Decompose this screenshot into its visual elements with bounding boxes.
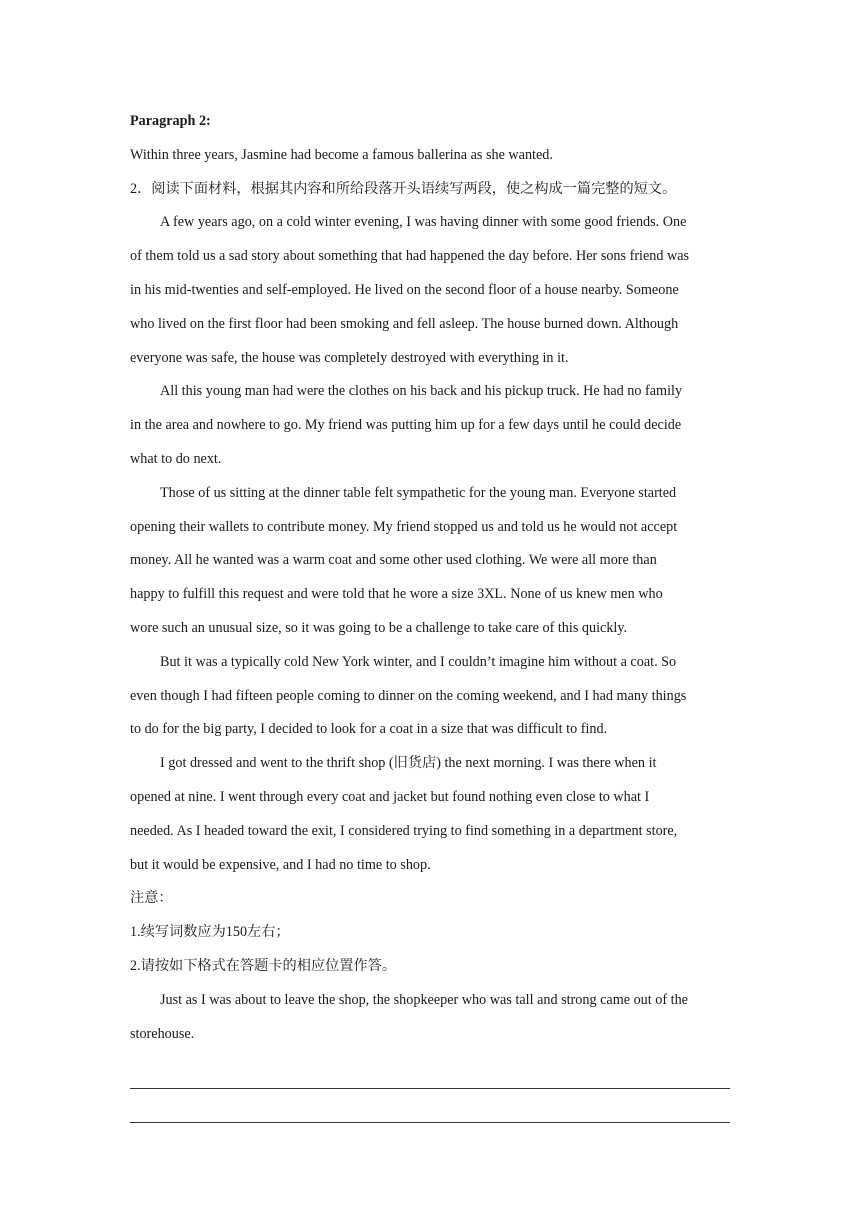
passage-line: even though I had fifteen people coming to dinner on the coming weekend, and I had many things xyxy=(130,687,687,704)
note-item-1: 1.续写词数应为150左右； xyxy=(130,924,290,941)
continuation-starter xyxy=(130,984,730,1052)
passage-line: who lived on the first floor had been smoking and fell asleep. The house burned down. Although xyxy=(130,315,679,332)
passage-line: happy to fulfill this request and were told that he wore a size 3XL. None of us knew men who xyxy=(130,586,663,603)
passage-line: wore such an unusual size, so it was going to be a challenge to take care of this quickly. xyxy=(130,619,628,636)
answer-lines xyxy=(130,1055,730,1123)
passage-line: opening their wallets to contribute money. My friend stopped us and told us he would not accept xyxy=(130,518,678,535)
paragraph-2-heading: Paragraph 2: xyxy=(130,113,211,129)
passage-line: A few years ago, on a cold winter evening, I was having dinner with some good friends. One xyxy=(160,214,687,231)
passage-line: money. All he wanted was a warm coat and some other used clothing. We were all more than xyxy=(130,552,657,569)
passage-paragraph-2 xyxy=(130,375,730,476)
passage-line: But it was a typically cold New York winter, and I couldn’t imagine him without a coat. So xyxy=(160,653,677,670)
passage-paragraph-4 xyxy=(130,646,730,747)
starter-line: Just as I was about to leave the shop, the shopkeeper who was tall and strong came out of the xyxy=(160,991,688,1008)
passage-line: All this young man had were the clothes on his back and his pickup truck. He had no family xyxy=(160,383,683,400)
passage-line: to do for the big party, I decided to look for a coat in a size that was difficult to find. xyxy=(130,721,608,738)
passage-paragraph-3 xyxy=(130,477,730,646)
document-content xyxy=(130,105,730,1123)
passage-line: Those of us sitting at the dinner table felt sympathetic for the young man. Everyone started xyxy=(160,484,677,501)
passage-line: in his mid-twenties and self-employed. He lived on the second floor of a house nearby. Someone xyxy=(130,281,679,298)
answer-line[interactable] xyxy=(130,1055,730,1089)
starter-line: storehouse. xyxy=(130,1025,195,1042)
passage-line: in the area and nowhere to go. My friend was putting him up for a few days until he could decide xyxy=(130,417,682,434)
passage-line: opened at nine. I went through every coat and jacket but found nothing even close to what I xyxy=(130,788,650,805)
passage-line: I got dressed and went to the thrift shop (旧货店) the next morning. I was there when it xyxy=(160,755,657,772)
passage-paragraph-1 xyxy=(130,206,730,375)
notes-heading: 注意： xyxy=(130,890,173,907)
answer-line[interactable] xyxy=(130,1089,730,1123)
passage-line: of them told us a sad story about something that had happened the day before. Her sons friend was xyxy=(130,248,690,265)
passage-line: what to do next. xyxy=(130,450,222,467)
paragraph-2-text: Within three years, Jasmine had become a famous ballerina as she wanted. xyxy=(130,146,553,163)
note-item-2: 2.请按如下格式在答题卡的相应位置作答。 xyxy=(130,957,397,974)
passage-line: needed. As I headed toward the exit, I considered trying to find something in a department store, xyxy=(130,822,678,839)
passage-paragraph-5 xyxy=(130,747,730,882)
passage-line: everyone was safe, the house was completely destroyed with everything in it. xyxy=(130,349,569,366)
passage-line: but it would be expensive, and I had no time to shop. xyxy=(130,856,431,873)
question-2-instruction: 2．阅读下面材料，根据其内容和所给段落开头语续写两段，使之构成一篇完整的短文。 xyxy=(130,180,677,197)
